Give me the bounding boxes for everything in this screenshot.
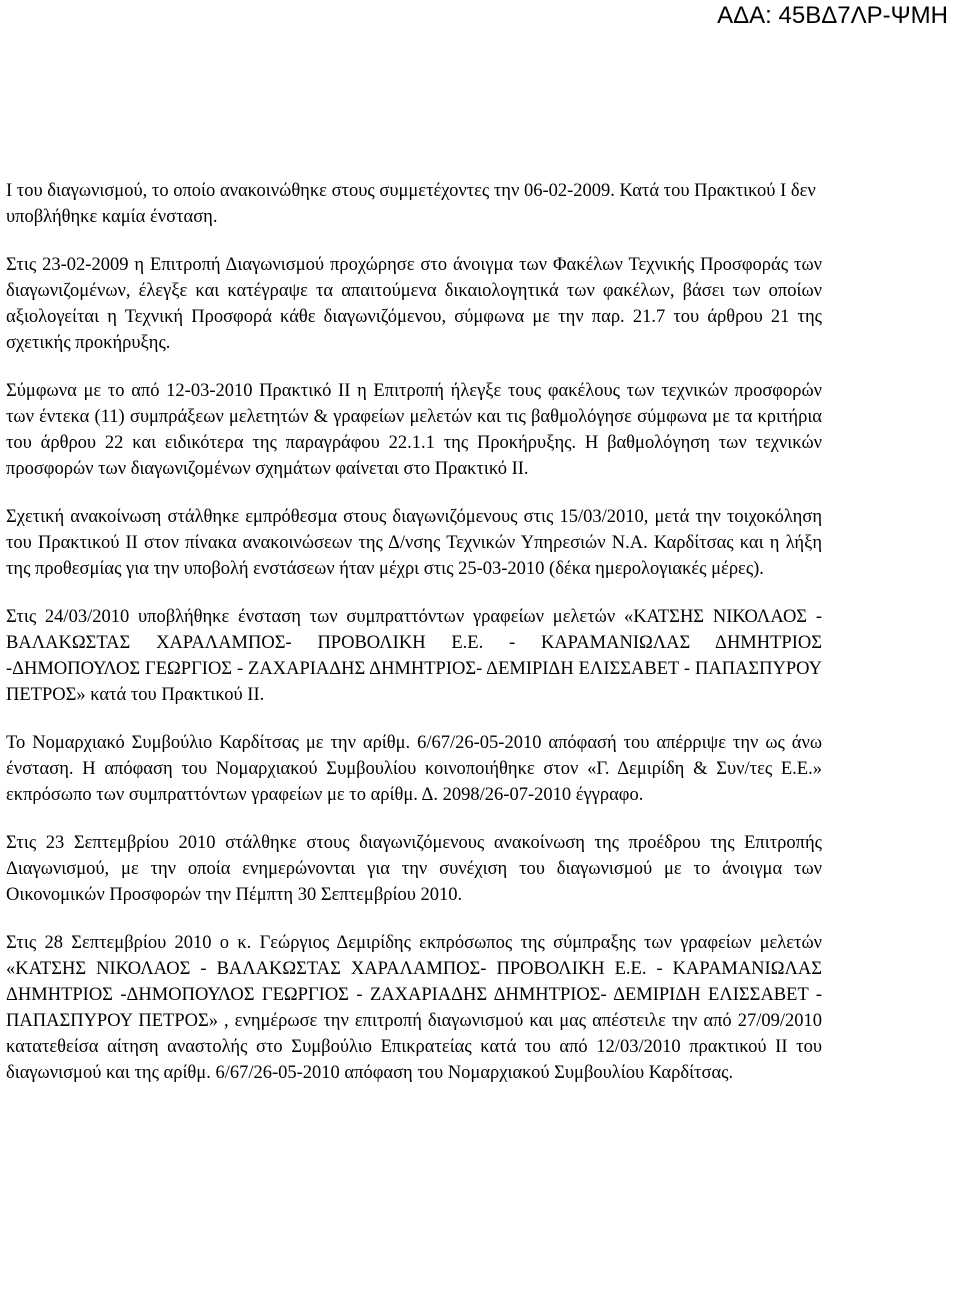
paragraph-6: Το Νομαρχιακό Συμβούλιο Καρδίτσας με την αρίθμ. 6/67/26-05-2010 απόφασή του απέρριψε την ως άνω ένσταση. Η απόφαση του Νομαρχιακού Συμβουλίου κοινοποιήθηκε στον «Γ. Δεμιρίδη & Συν/τες Ε.Ε.» εκπρόσωπο των συμπραττόντων γραφείων με το αρίθμ. Δ. 2098/26-07-2010 έγγραφο. [6,733,822,805]
paragraph-3: Σύμφωνα με το από 12-03-2010 Πρακτικό ΙΙ η Επιτροπή ήλεγξε τους φακέλους των τεχνικών προσφορών των έντεκα (11) συμπράξεων μελετητών & γραφείων μελετών και τις βαθμολόγησε σύμφωνα με τα κριτήρια του άρθρου 22 και ειδικότερα της παραγράφου 22.1.1 της Προκήρυξης. Η βαθμολόγηση των τεχνικών προσφορών των διαγωνιζομένων σχημάτων φαίνεται στο Πρακτικό ΙΙ. [6,381,822,479]
paragraph-8: Στις 28 Σεπτεμβρίου 2010 ο κ. Γεώργιος Δεμιρίδης εκπρόσωπος της σύμπραξης των γραφείων μελετών «ΚΑΤΣΗΣ ΝΙΚΟΛΑΟΣ - ΒΑΛΑΚΩΣΤΑΣ ΧΑΡΑΛΑΜΠΟΣ- ΠΡΟΒΟΛΙΚΗ Ε.Ε. - ΚΑΡΑΜΑΝΙΩΛΑΣ ΔΗΜΗΤΡΙΟΣ -ΔΗΜΟΠΟΥΛΟΣ ΓΕΩΡΓΙΟΣ - ΖΑΧΑΡΙΑΔΗΣ ΔΗΜΗΤΡΙΟΣ- ΔΕΜΙΡΙΔΗ ΕΛΙΣΣΑΒΕΤ - ΠΑΠΑΣΠΥΡΟΥ ΠΕΤΡΟΣ» , ενημέρωσε την επιτροπή διαγωνισμού και μας απέστειλε την από 27/09/2010 κατατεθείσα αίτηση αναστολής στο Συμβούλιο Επικρατείας κατά του από 12/03/2010 πρακτικού ΙΙ του διαγωνισμού και της αρίθμ. 6/67/26-05-2010 απόφαση του Νομαρχιακού Συμβουλίου Καρδίτσας. [6,933,822,1083]
paragraph-7: Στις 23 Σεπτεμβρίου 2010 στάλθηκε στους διαγωνιζόμενους ανακοίνωση της προέδρου της Επιτροπής Διαγωνισμού, με την οποία ενημερώνονται για την συνέχιση του διαγωνισμού με το άνοιγμα των Οικονομικών Προσφορών την Πέμπτη 30 Σεπτεμβρίου 2010. [6,833,822,905]
paragraph-4: Σχετική ανακοίνωση στάλθηκε εμπρόθεσμα στους διαγωνιζόμενους στις 15/03/2010, μετά την τοιχοκόληση του Πρακτικού ΙΙ στον πίνακα ανακοινώσεων της Δ/νσης Τεχνικών Υπηρεσιών Ν.Α. Καρδίτσας και η λήξη της προθεσμίας για την υποβολή ενστάσεων ήταν μέχρι στις 25-03-2010 (δέκα ημερολογιακές μέρες). [6,507,822,579]
paragraph-2: Στις 23-02-2009 η Επιτροπή Διαγωνισμού προχώρησε στο άνοιγμα των Φακέλων Τεχνικής Προσφοράς των διαγωνιζομένων, έλεγξε και κατέγραψε τα απαιτούμενα δικαιολογητικά των φακέλων, βάσει των οποίων αξιολογείται η Τεχνική Προσφορά κάθε διαγωνιζόμενου, σύμφωνα με την παρ. 21.7 του άρθρου 21 της σχετικής προκήρυξης. [6,255,822,353]
ada-code: ΑΔΑ: 45ΒΔ7ΛΡ-ΨΜΗ [717,2,948,29]
paragraph-1: Ι του διαγωνισμού, το οποίο ανακοινώθηκε στους συμμετέχοντες την 06-02-2009. Κατά του Πρακτικού Ι δεν υποβλήθηκε καμία ένσταση. [6,181,816,227]
paragraph-5: Στις 24/03/2010 υποβλήθηκε ένσταση των συμπραττόντων γραφείων μελετών «ΚΑΤΣΗΣ ΝΙΚΟΛΑΟΣ - ΒΑΛΑΚΩΣΤΑΣ ΧΑΡΑΛΑΜΠΟΣ- ΠΡΟΒΟΛΙΚΗ Ε.Ε. - ΚΑΡΑΜΑΝΙΩΛΑΣ ΔΗΜΗΤΡΙΟΣ -ΔΗΜΟΠΟΥΛΟΣ ΓΕΩΡΓΙΟΣ - ΖΑΧΑΡΙΑΔΗΣ ΔΗΜΗΤΡΙΟΣ- ΔΕΜΙΡΙΔΗ ΕΛΙΣΣΑΒΕΤ - ΠΑΠΑΣΠΥΡΟΥ ΠΕΤΡΟΣ» κατά του Πρακτικού ΙΙ. [6,607,822,705]
document-body [6,178,822,1086]
